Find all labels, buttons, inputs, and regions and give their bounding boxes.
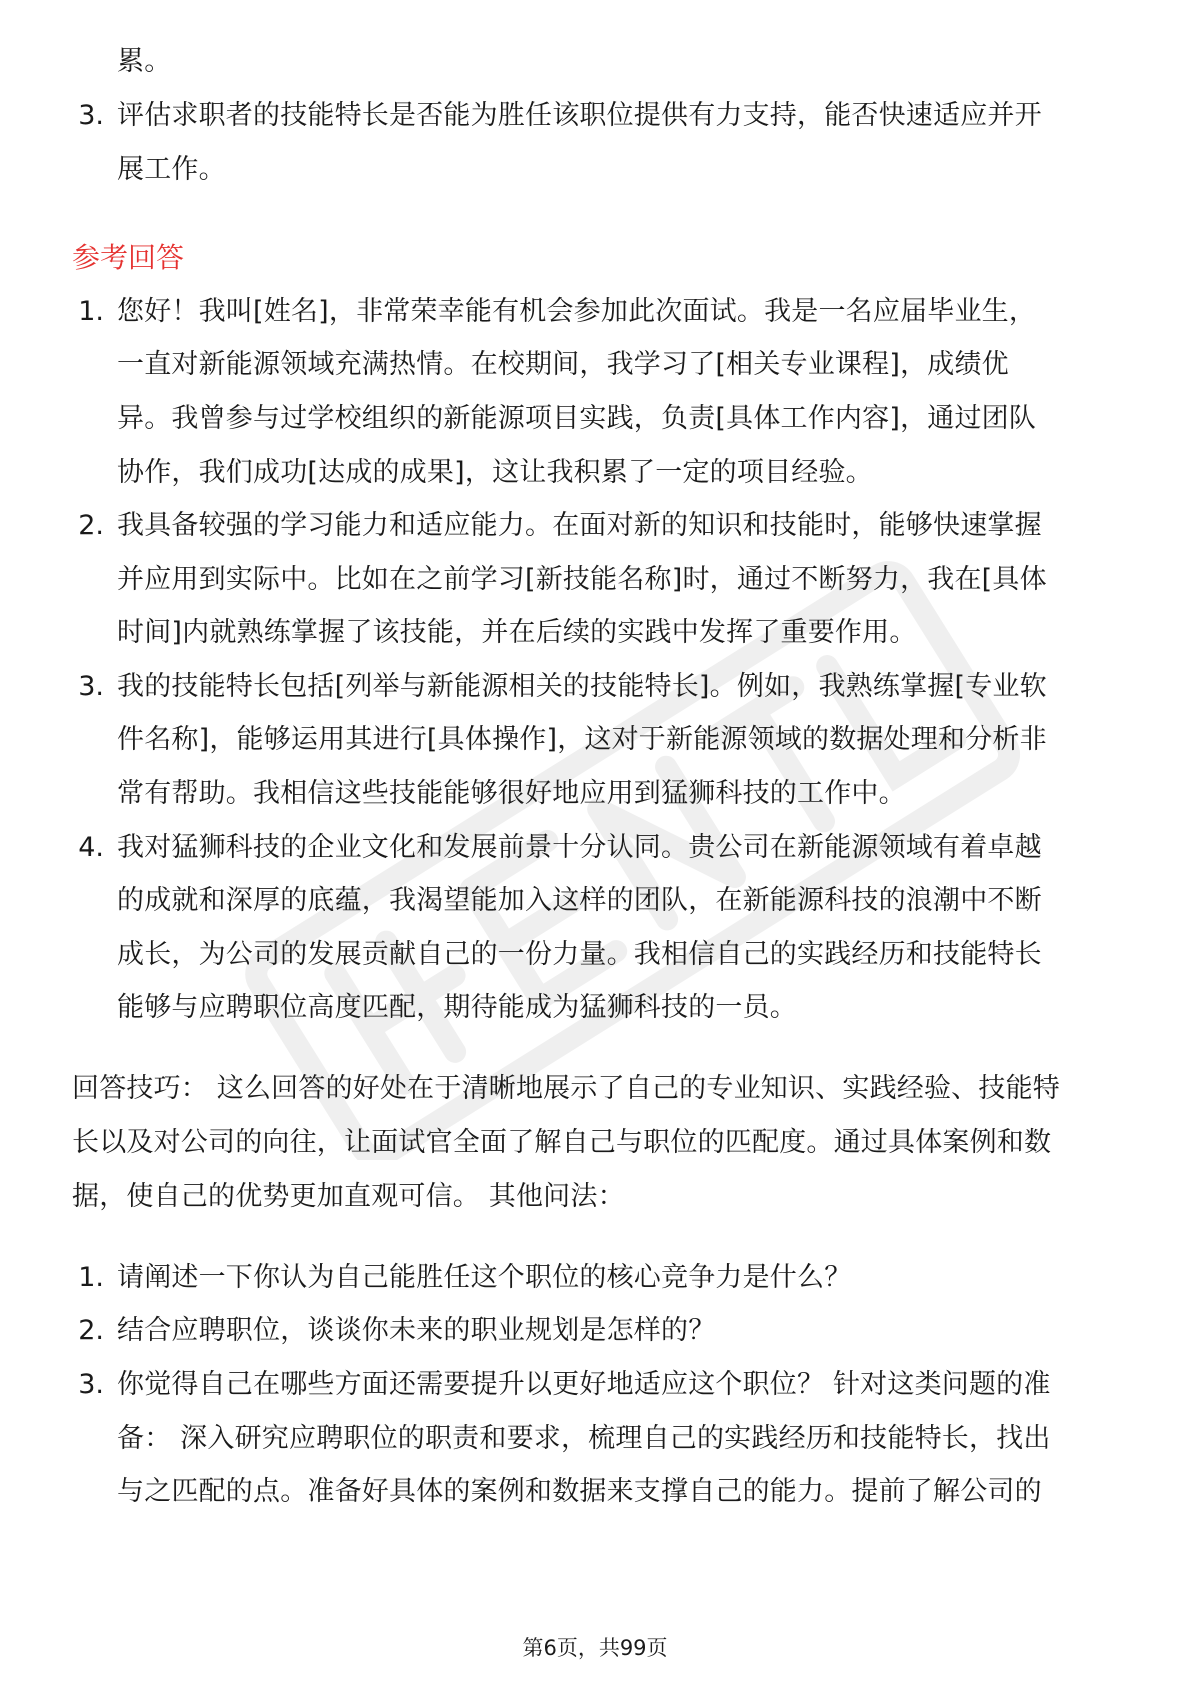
tips-paragraph-line: 据，使自己的优势更加直观可信。 其他问法： — [72, 1181, 625, 1212]
list-item-line: 常有帮助。我相信这些技能能够很好地应用到猛狮科技的工作中。 — [117, 778, 906, 809]
tips-paragraph-line: 回答技巧： 这么回答的好处在于清晰地展示了自己的专业知识、实践经验、技能特 — [72, 1073, 1060, 1104]
continuation-text: 累。 — [117, 46, 172, 77]
list-item-line: 协作，我们成功[达成的成果]，这让我积累了一定的项目经验。 — [117, 457, 873, 488]
list-item-line: 展工作。 — [117, 154, 226, 185]
list-item-line: 一直对新能源领域充满热情。在校期间，我学习了[相关专业课程]，成绩优 — [117, 349, 1009, 380]
section-heading: 参考回答 — [72, 241, 185, 274]
list-item-line: 我的技能特长包括[列举与新能源相关的技能特长]。例如，我熟练掌握[专业软 — [117, 671, 1047, 702]
list-number: 4. — [78, 832, 104, 863]
list-item-line: 您好！我叫[姓名]，非常荣幸能有机会参加此次面试。我是一名应届毕业生， — [117, 296, 1037, 327]
list-item-line: 时间]内就熟练掌握了该技能，并在后续的实践中发挥了重要作用。 — [117, 617, 917, 648]
list-number: 3. — [78, 671, 104, 702]
list-item-line: 成长，为公司的发展贡献自己的一份力量。我相信自己的实践经历和技能特长 — [117, 939, 1042, 970]
list-item-line: 异。我曾参与过学校组织的新能源项目实践，负责[具体工作内容]，通过团队 — [117, 403, 1037, 434]
list-item-line: 并应用到实际中。比如在之前学习[新技能名称]时，通过不断努力，我在[具体 — [117, 564, 1047, 595]
list-item-line: 的成就和深厚的底蕴，我渴望能加入这样的团队，在新能源科技的浪潮中不断 — [117, 885, 1042, 916]
list-item-line: 请阐述一下你认为自己能胜任这个职位的核心竞争力是什么？ — [117, 1262, 852, 1293]
list-number: 2. — [78, 1315, 104, 1346]
list-number: 1. — [78, 1262, 104, 1293]
list-item-line: 评估求职者的技能特长是否能为胜任该职位提供有力支持，能否快速适应并开 — [117, 100, 1042, 131]
list-number: 3. — [78, 100, 104, 131]
list-number: 2. — [78, 510, 104, 541]
list-item-line: 结合应聘职位，谈谈你未来的职业规划是怎样的？ — [117, 1315, 716, 1346]
list-item-line: 件名称]，能够运用其进行[具体操作]，这对于新能源领域的数据处理和分析非 — [117, 724, 1047, 755]
page-number: 第6页，共99页 — [522, 1636, 668, 1660]
list-number: 3. — [78, 1369, 104, 1400]
list-number: 1. — [78, 296, 104, 327]
list-item-line: 能够与应聘职位高度匹配，期待能成为猛狮科技的一员。 — [117, 992, 797, 1023]
list-item-line: 我具备较强的学习能力和适应能力。在面对新的知识和技能时，能够快速掌握 — [117, 510, 1042, 541]
list-item-line: 与之匹配的点。准备好具体的案例和数据来支撑自己的能力。提前了解公司的 — [117, 1476, 1042, 1507]
list-item-line: 你觉得自己在哪些方面还需要提升以更好地适应这个职位？ 针对这类问题的准 — [117, 1369, 1051, 1400]
list-item-line: 我对猛狮科技的企业文化和发展前景十分认同。贵公司在新能源领域有着卓越 — [117, 832, 1042, 863]
list-item-line: 备： 深入研究应聘职位的职责和要求，梳理自己的实践经历和技能特长，找出 — [117, 1423, 1051, 1454]
tips-paragraph-line: 长以及对公司的向往，让面试官全面了解自己与职位的匹配度。通过具体案例和数 — [72, 1127, 1052, 1158]
